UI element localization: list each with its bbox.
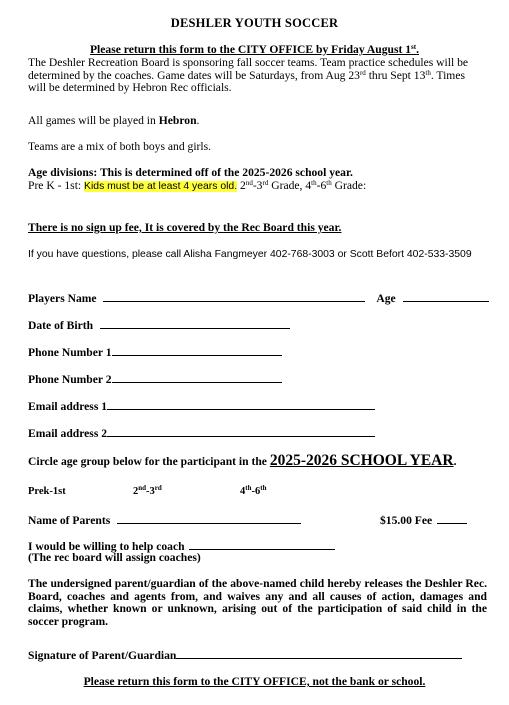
coach-field[interactable] (189, 538, 335, 550)
phone2-field[interactable] (112, 371, 282, 383)
signature-row: Signature of Parent/Guardian (28, 647, 462, 662)
no-fee-notice: There is no sign up fee, It is covered by the Rec Board this year. (28, 221, 342, 234)
coach-row: I would be willing to help coach (28, 538, 335, 553)
phone1-row: Phone Number 1 (28, 344, 282, 359)
games-location: All games will be played in Hebron. (28, 114, 200, 127)
coach-note: (The rec board will assign coaches) (28, 551, 201, 564)
age-group-4-6[interactable]: 4th-6th (240, 484, 267, 497)
return-notice: Please return this form to the CITY OFFICE by Friday August 1st. (89, 43, 420, 56)
email2-field[interactable] (107, 425, 375, 437)
age-group-2-3[interactable]: 2nd-3rd (133, 484, 162, 497)
email1-row: Email address 1 (28, 398, 375, 413)
signature-field[interactable] (176, 647, 462, 659)
parents-field[interactable] (117, 512, 301, 524)
footer-notice: Please return this form to the CITY OFFICE, not the bank or school. (83, 675, 426, 688)
age-field[interactable] (403, 290, 489, 302)
teams-mix: Teams are a mix of both boys and girls. (28, 140, 212, 153)
intro-line-3: will be determined by Hebron Rec officials. (28, 81, 232, 95)
form-title: DESHLER YOUTH SOCCER (170, 16, 339, 30)
intro-line-1: The Deshler Recreation Board is sponsoring fall soccer teams. Team practice schedules will be (28, 56, 469, 69)
player-name-row: Players Name Age (28, 290, 489, 305)
fee-row: $15.00 Fee (380, 512, 467, 527)
dob-row: Date of Birth (28, 317, 290, 332)
age-group-prek[interactable]: Prek-1st (28, 486, 66, 497)
email1-field[interactable] (107, 398, 375, 410)
player-name-field[interactable] (103, 290, 365, 302)
dob-field[interactable] (100, 317, 290, 329)
circle-age-group: Circle age group below for the participant in the 2025-2026 SCHOOL YEAR. (28, 452, 457, 469)
phone2-row: Phone Number 2 (28, 371, 282, 386)
age-divisions-detail: Pre K - 1st: Kids must be at least 4 years old. 2nd-3rd Grade, 4th-6th Grade: (28, 179, 367, 192)
parents-row: Name of Parents (28, 512, 301, 527)
intro-line-2: determined by the coaches. Game dates will be Saturdays, from Aug 23rd thru Sept 13th. Times (28, 68, 465, 82)
email2-row: Email address 2 (28, 425, 375, 440)
age-divisions-heading: Age divisions: This is determined off of the 2025-2026 school year. (28, 166, 353, 179)
fee-field[interactable] (437, 512, 467, 524)
intro-paragraph (28, 57, 488, 95)
phone1-field[interactable] (112, 344, 282, 356)
waiver-text: The undersigned parent/guardian of the above-named child hereby releases the Deshler Rec. Board, coaches and agents from, and waives any and all causes of action, damages and claims, whether known or unknown, arising out of the participation of said child in the soccer program. (28, 577, 487, 628)
school-year: 2025-2026 SCHOOL YEAR (269, 452, 454, 469)
questions-contact: If you have questions, please call Alisha Fangmeyer 402-768-3003 or Scott Befort 402-533-3509 (28, 249, 472, 260)
age-requirement-highlight: Kids must be at least 4 years old. (84, 181, 238, 192)
